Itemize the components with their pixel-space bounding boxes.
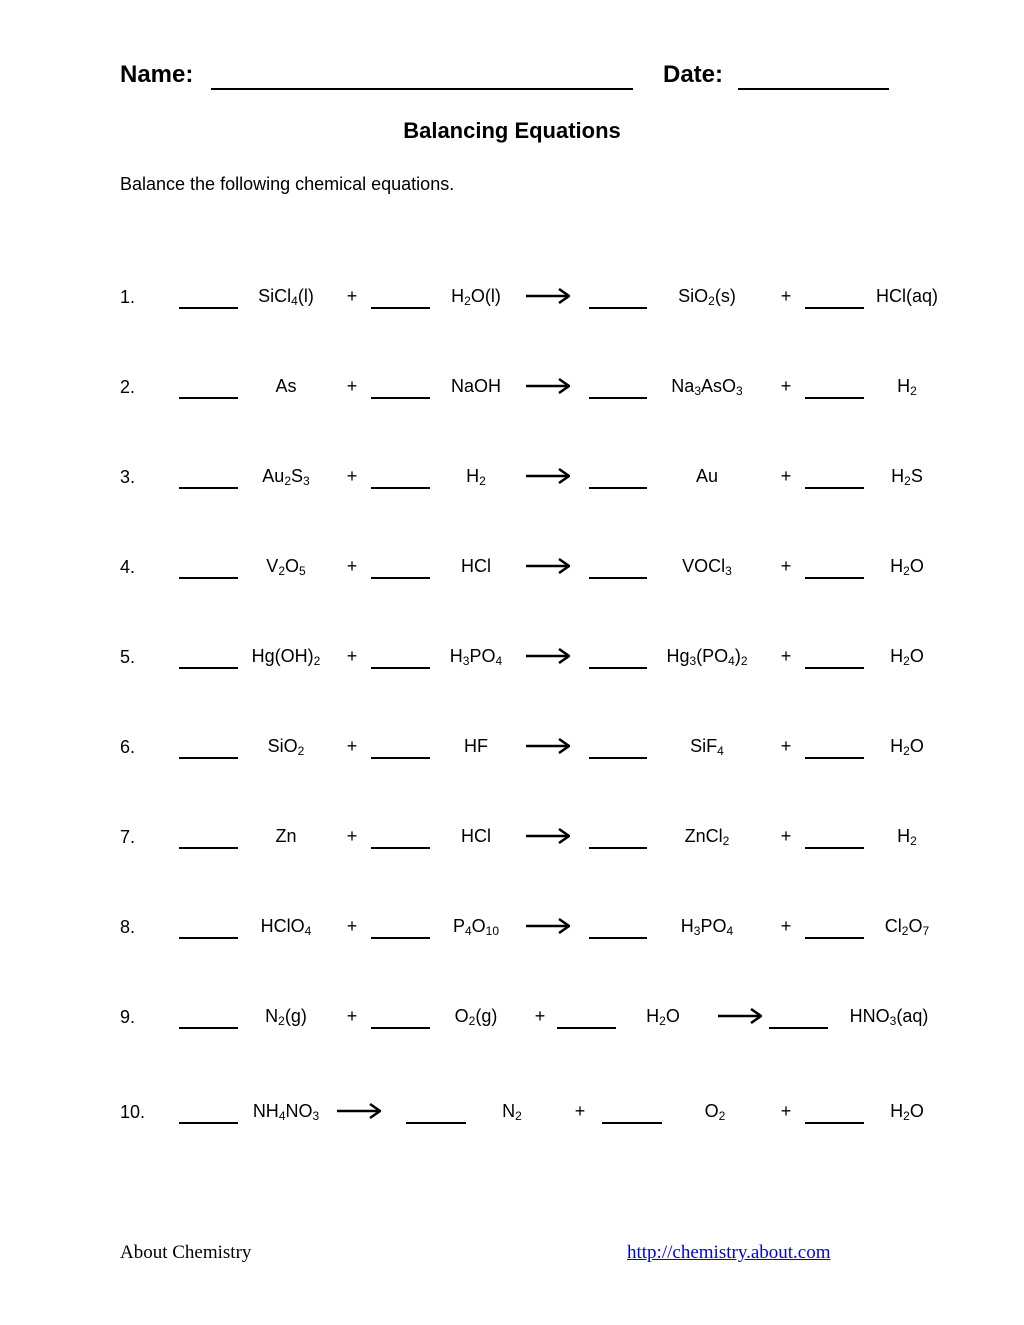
equation-number: 3. [120,467,136,487]
chemical-formula: NaOH [450,376,502,396]
plus-sign: + [346,466,358,486]
chemical-formula: VOCl$_3$ [682,556,732,578]
reaction-arrow-icon [526,648,570,664]
coefficient-blank[interactable] [179,307,238,309]
coefficient-blank[interactable] [179,397,238,399]
coefficient-blank[interactable] [179,1027,238,1029]
chemical-formula: $O_2$ [704,1101,726,1123]
chemical-formula: $H_2$ [897,826,917,848]
chemical-formula: $Au_2S_3$ [262,466,310,488]
chemical-formula: $Cl_2O_7$ [884,916,930,938]
coefficient-blank[interactable] [406,1122,466,1124]
chemical-formula: SiCl$_4$(l) [258,286,314,308]
chemical-formula: $N_2(g)$ [265,1006,307,1028]
equation-number: 8. [120,917,136,937]
coefficient-blank[interactable] [805,397,864,399]
plus-sign: + [346,286,358,306]
reaction-arrow-icon [337,1103,381,1119]
equation-number: 7. [120,827,136,847]
date-field[interactable] [738,88,889,90]
name-field[interactable] [211,88,633,90]
coefficient-blank[interactable] [805,757,864,759]
reaction-arrow-icon [526,918,570,934]
plus-sign: + [780,916,792,936]
coefficient-blank[interactable] [589,307,647,309]
chemical-formula: $Hg(OH)_2$ [251,646,321,668]
chemical-formula: Au [695,466,719,486]
chemical-formula: $H_3PO_4$ [680,916,734,938]
equation-number: 10. [120,1102,146,1122]
plus-sign: + [346,376,358,396]
coefficient-blank[interactable] [371,667,430,669]
coefficient-blank[interactable] [371,757,430,759]
chemical-formula: $O_2(g)$ [454,1006,498,1028]
chemical-formula: SiO$_2$ [267,736,305,758]
reaction-arrow-icon [526,468,570,484]
chemical-formula: HClO$_4$ [260,916,312,938]
chemical-formula: $H_2$ [466,466,486,488]
coefficient-blank[interactable] [371,307,430,309]
plus-sign: + [346,556,358,576]
plus-sign: + [346,826,358,846]
coefficient-blank[interactable] [179,487,238,489]
coefficient-blank[interactable] [371,937,430,939]
plus-sign: + [346,646,358,666]
coefficient-blank[interactable] [179,937,238,939]
coefficient-blank[interactable] [805,307,864,309]
plus-sign: + [780,376,792,396]
coefficient-blank[interactable] [371,397,430,399]
plus-sign: + [534,1006,546,1026]
chemical-formula: As [275,376,297,396]
chemical-formula: $Hg_3(PO_4)_2$ [666,646,748,668]
coefficient-blank[interactable] [589,487,647,489]
coefficient-blank[interactable] [179,577,238,579]
coefficient-blank[interactable] [805,487,864,489]
equation-number: 4. [120,557,136,577]
equation-number: 9. [120,1007,136,1027]
plus-sign: + [346,1006,358,1026]
chemical-formula: $H_2O$ [890,736,924,758]
page-title: Balancing Equations [403,118,621,143]
plus-sign: + [346,916,358,936]
chemical-formula: $HNO_3(aq)$ [849,1006,929,1028]
coefficient-blank[interactable] [589,397,647,399]
equation-number: 6. [120,737,136,757]
equation-number: 5. [120,647,136,667]
coefficient-blank[interactable] [805,847,864,849]
plus-sign: + [780,556,792,576]
name-label: Name: [120,61,194,88]
chemical-formula: SiO$_2$(s) [678,286,736,308]
chemical-formula: Zn [275,826,297,846]
chemical-formula: $H_2O$ [890,1101,924,1123]
reaction-arrow-icon [526,378,570,394]
coefficient-blank[interactable] [602,1122,662,1124]
coefficient-blank[interactable] [589,577,647,579]
coefficient-blank[interactable] [589,667,647,669]
coefficient-blank[interactable] [179,757,238,759]
coefficient-blank[interactable] [805,937,864,939]
chemical-formula: $H_2O$ [646,1006,680,1028]
plus-sign: + [780,646,792,666]
plus-sign: + [780,826,792,846]
chemical-formula: $H_3PO_4$ [449,646,503,668]
chemical-formula: SiF$_4$ [690,736,724,758]
chemical-formula: $V_2O_5$ [266,556,306,578]
chemical-formula: HF [464,736,488,756]
plus-sign: + [780,1101,792,1121]
chemical-formula: $H_2O(l)$ [451,286,501,308]
equation-number: 1. [120,287,136,307]
plus-sign: + [780,286,792,306]
reaction-arrow-icon [526,288,570,304]
chemical-formula: $H_2O$ [890,646,924,668]
coefficient-blank[interactable] [589,757,647,759]
coefficient-blank[interactable] [179,1122,238,1124]
coefficient-blank[interactable] [557,1027,616,1029]
plus-sign: + [574,1101,586,1121]
chemical-formula: $P_4O_{10}$ [452,916,500,938]
plus-sign: + [346,736,358,756]
chemical-formula: ZnCl$_2$ [684,826,730,848]
reaction-arrow-icon [526,828,570,844]
footer-source: About Chemistry [120,1242,252,1263]
reaction-arrow-icon [526,558,570,574]
chemical-formula: $H_2O$ [890,556,924,578]
instructions: Balance the following chemical equations. [120,174,455,194]
reaction-arrow-icon [718,1008,762,1024]
chemical-formula: $H_2S$ [891,466,923,488]
plus-sign: + [780,736,792,756]
reaction-arrow-icon [526,738,570,754]
coefficient-blank[interactable] [589,937,647,939]
coefficient-blank[interactable] [589,847,647,849]
plus-sign: + [780,466,792,486]
coefficient-blank[interactable] [805,577,864,579]
chemical-formula: $Na_3AsO_3$ [671,376,743,398]
coefficient-blank[interactable] [371,847,430,849]
chemical-formula: $NH_4NO_3$ [252,1101,320,1123]
chemical-formula: $N_2$ [502,1101,522,1123]
equation-number: 2. [120,377,136,397]
coefficient-blank[interactable] [179,847,238,849]
coefficient-blank[interactable] [805,1122,864,1124]
date-label: Date: [663,61,724,88]
chemical-formula: HCl(aq) [875,286,939,306]
coefficient-blank[interactable] [371,487,430,489]
coefficient-blank[interactable] [805,667,864,669]
chemical-formula: HCl [461,826,491,846]
chemical-formula: HCl [461,556,491,576]
coefficient-blank[interactable] [371,577,430,579]
coefficient-blank[interactable] [769,1027,828,1029]
footer-link[interactable]: http://chemistry.about.com [627,1242,831,1263]
coefficient-blank[interactable] [179,667,238,669]
chemical-formula: $H_2$ [897,376,917,398]
coefficient-blank[interactable] [371,1027,430,1029]
